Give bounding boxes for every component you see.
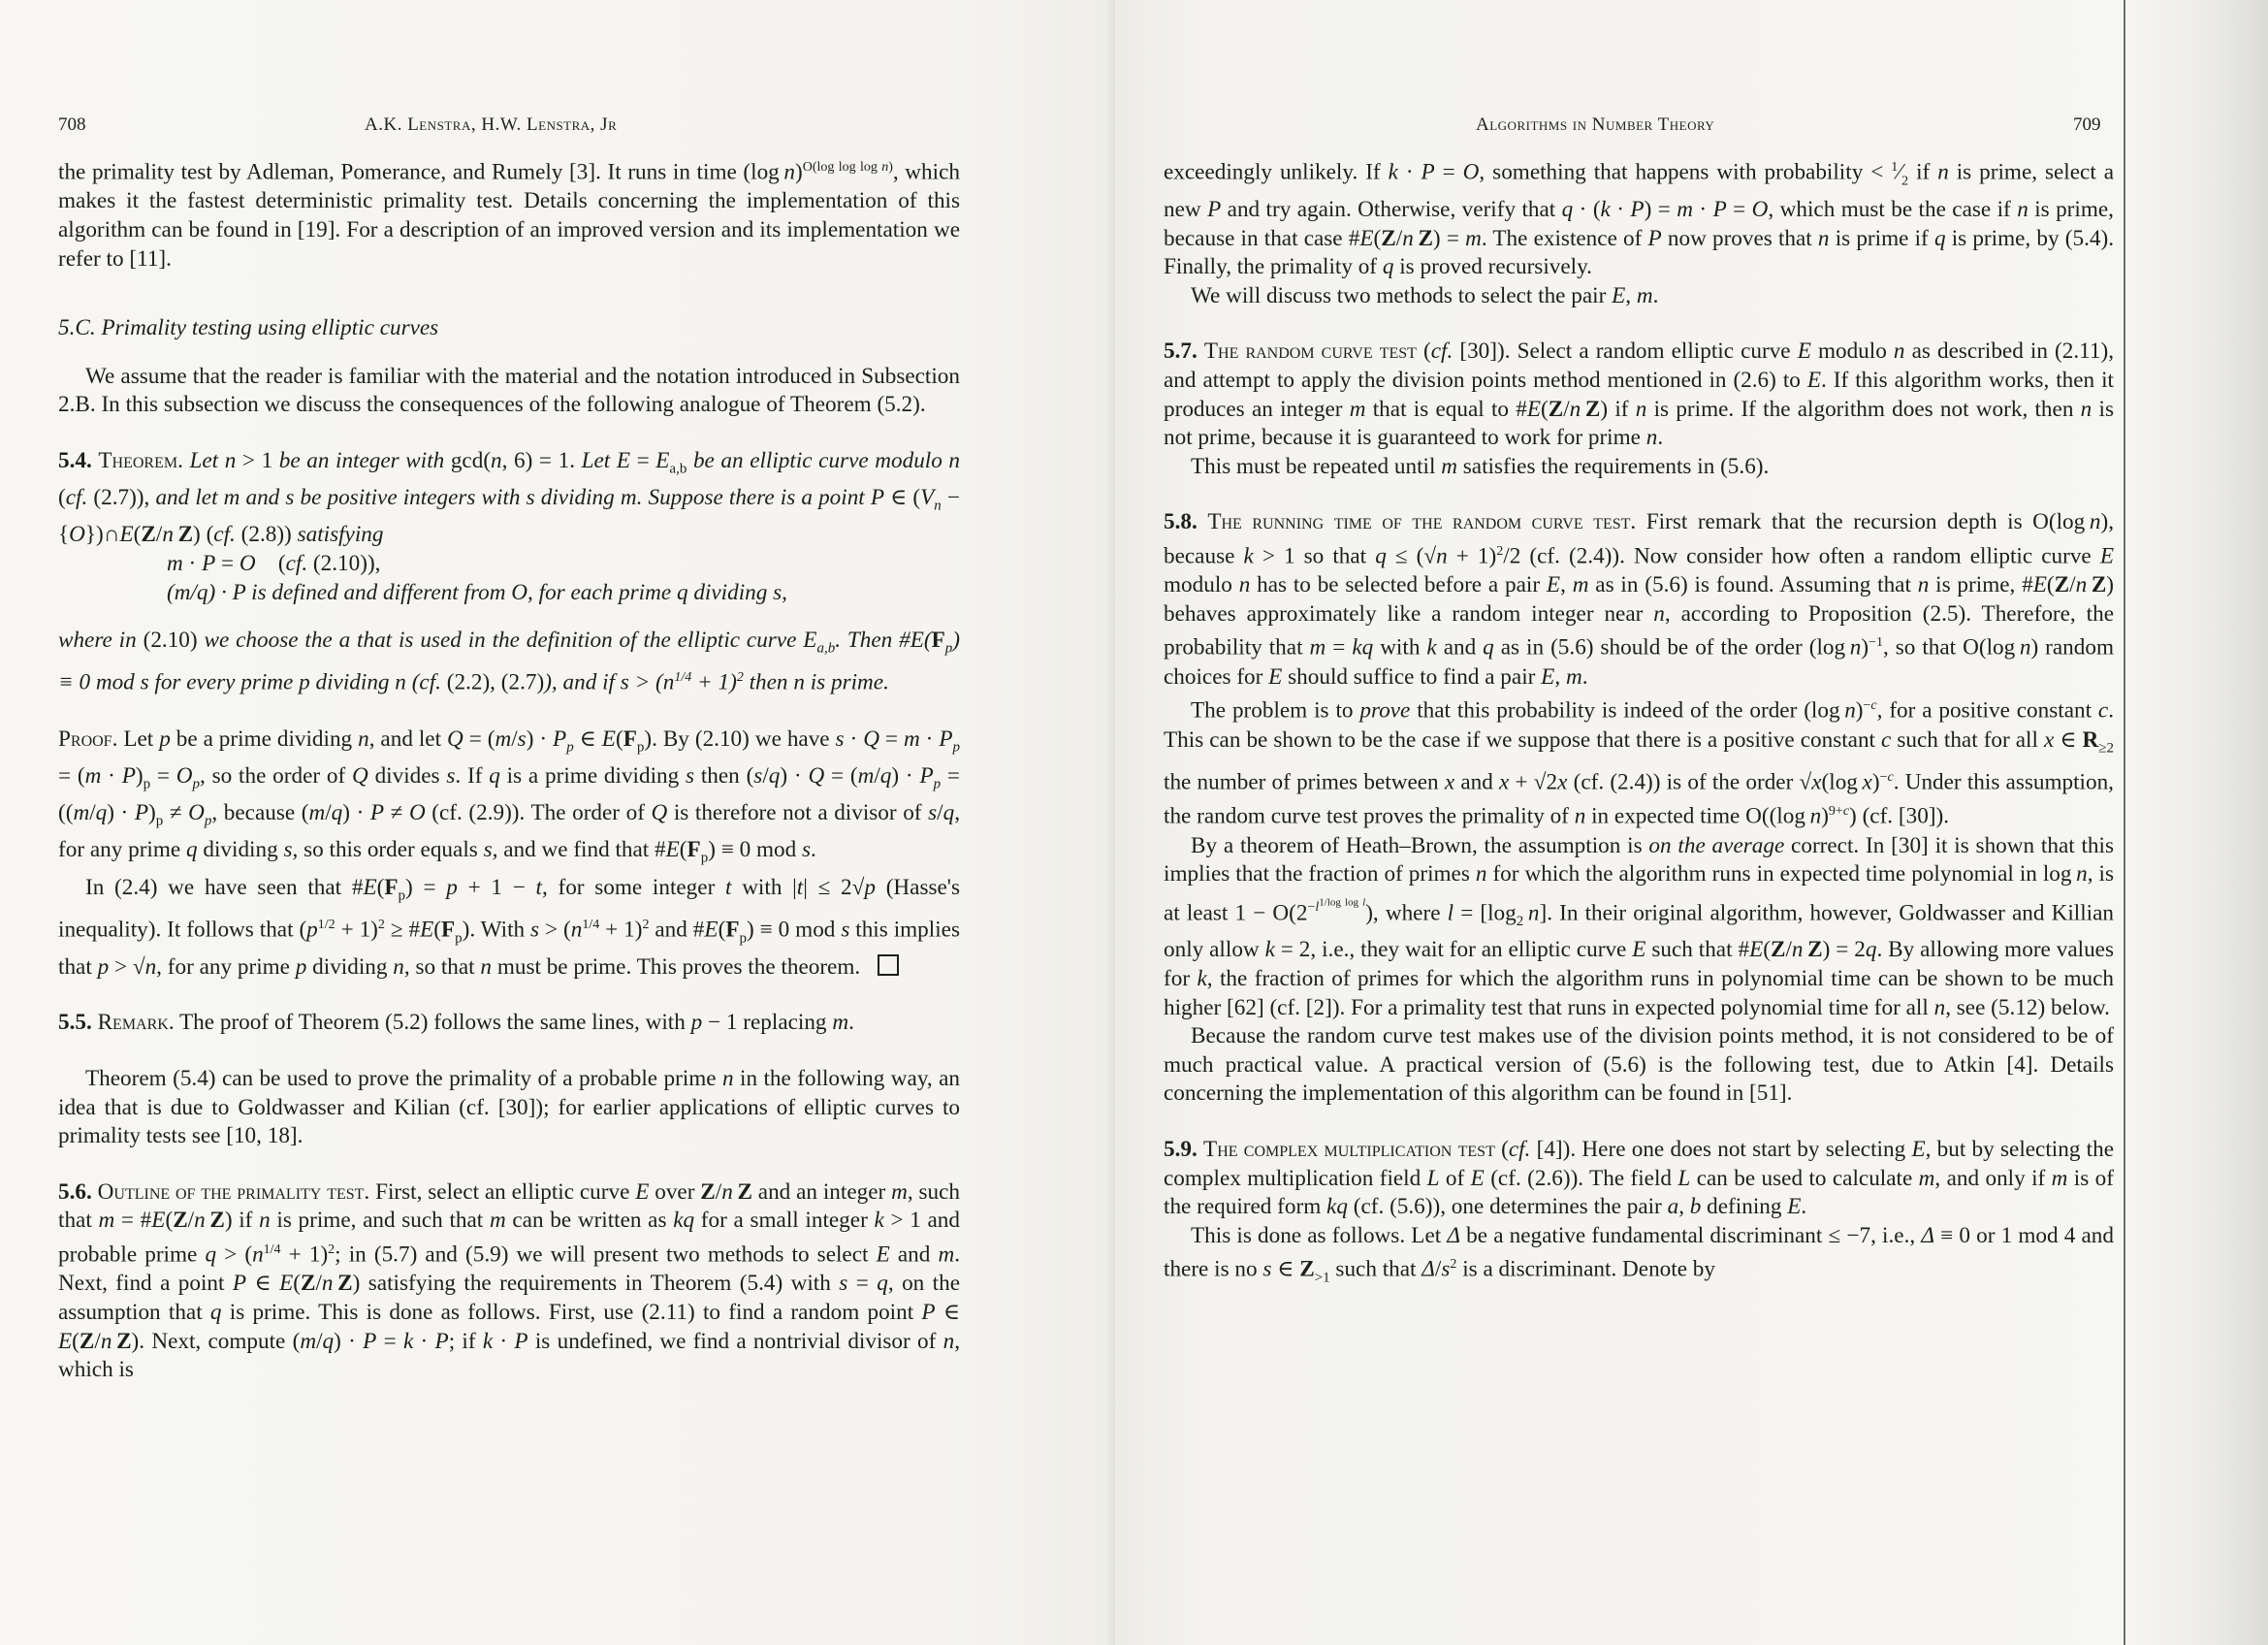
book-edge-line xyxy=(2124,0,2125,1645)
paragraph: Because the random curve test makes use of the division points method, it is not considered to be of much practical value. A practical version of (5.6) is the following test, due to Atkin [4]. Details concerning the implementation of this algorithm can be found in [51]. xyxy=(1164,1023,2114,1107)
right-page xyxy=(1115,0,2268,1645)
paragraph: the primality test by Adleman, Pomerance, and Rumely [3]. It runs in time (log n)$^{O(log log log n)}$, which makes it the fastest deterministic primality test. Details concerning the implementation of this algorithm can be found in [19]. For a description of an improved version and its implementation we refer to [11]. xyxy=(58,159,960,272)
display-equation: m · P = O (cf. (2.10)), xyxy=(167,550,381,576)
paragraph: exceedingly unlikely. If k · P = O, something that happens with probability < $^1⁄_2$ if n is prime, select a new P and try again. Otherwise, verify that q · (k · P) = m · P = O, which must be the case if n is prime, because in that case #E(Z/n Z) = m. The existence of P now proves that n is prime if q is prime, by (5.4). Finally, the primality of q is proved recursively. xyxy=(1164,159,2115,280)
section-5-8: 5.8. The running time of the random curve test. First remark that the recursion depth is O(log n), because k > 1 so that $q \le (√n + 1)^2/2$ (cf. (2.4)). Now consider how often a random elliptic curve E modulo n has to be selected before a pair E, m as in (5.6) is found. Assuming that n is prime, #E(Z/n Z) behaves approximately like a random integer near n, according to Proposition (2.5). Therefore, the probability that m = kq with k and q as in (5.6) should be of the order (log n)$^{-1}$, so that O(log n) random choices for E should suffice to find a pair E, m. xyxy=(1164,509,2115,690)
qed-box-icon xyxy=(878,954,899,976)
paragraph: where in (2.10) we choose the a that is used in the definition of the elliptic curve $E_{a,b}$. Then $\#E(F_p) \equiv 0$ mod s for every prime p dividing n (cf. (2.2), (2.7)), and if $s > (n^{1/4} + 1)^2$ then n is prime. xyxy=(58,628,961,696)
paragraph: In (2.4) we have seen that $\#E(F_p) = p + 1 - t$, for some integer t with |t| ≤ 2√p (Hasse's inequality). It follows that $(p^{1/2} + 1)^2$ ≥ $\#E(F_p)$. With $s > (n^{1/4} + 1)^2$ and $\#E(F_p) \equiv 0$ mod s this implies that p > √n, for any prime p dividing n, so that n must be prime. This proves the theorem. xyxy=(58,874,960,980)
theorem-5-4: 5.4. Theorem. Let n > 1 be an integer with gcd(n, 6) = 1. Let $E = E_{a,b}$ be an elliptic curve modulo n (cf. (2.7)), and let m and s be positive integers with s dividing m. Suppose there is a point P ∈ ($V_n$ − {O})∩E(Z/n Z) (cf. (2.8)) satisfying xyxy=(58,447,961,548)
running-head: Algorithms in Number Theory xyxy=(1476,114,1715,135)
running-head: A.K. Lenstra, H.W. Lenstra, Jr xyxy=(365,114,618,135)
book-edge xyxy=(2124,0,2268,1645)
section-heading: 5.C. Primality testing using elliptic curves xyxy=(58,315,439,341)
outline-5-6: 5.6. Outline of the primality test. First, select an elliptic curve E over Z/n Z and an integer m, such that m = #E(Z/n Z) if n is prime, and such that m can be written as kq for a small integer k > 1 and probable prime $q > (n^{1/4} + 1)^2$; in (5.7) and (5.9) we will present two methods to select E and m. Next, find a point P ∈ E(Z/n Z) satisfying the requirements in Theorem (5.4) with s = q, on the assumption that q is prime. This is done as follows. First, use (2.11) to find a random point P ∈ E(Z/n Z). Next, compute (m/q) · P = k · P; if k · P is undefined, we find a nontrivial divisor of n, which is xyxy=(58,1178,961,1383)
paragraph: This must be repeated until m satisfies the requirements in (5.6). xyxy=(1191,453,1770,479)
section-5-7: 5.7. The random curve test (cf. [30]). Select a random elliptic curve E modulo n as described in (2.11), and attempt to apply the division points method mentioned in (2.6) to E. If this algorithm works, then it produces an integer m that is equal to #E(Z/n Z) if n is prime. If the algorithm does not work, then n is not prime, because it is guaranteed to work for prime n. xyxy=(1164,339,2114,451)
left-text-column xyxy=(58,153,960,1385)
paragraph: We will discuss two methods to select the pair E, m. xyxy=(1191,282,1659,308)
page-number: 709 xyxy=(2073,114,2101,135)
page-number: 708 xyxy=(58,114,86,135)
paragraph: By a theorem of Heath–Brown, the assumption is on the average correct. In [30] it is shown that this implies that the fraction of primes n for which the algorithm runs in expected time polynomial in log n, is at least $1 - O(2^{-l^{1/log log l}})$, where $l = [\log_2$ n]. In their original algorithm, however, Goldwasser and Killian only allow k = 2, i.e., they wait for an elliptic curve E such that #E(Z/n Z) = 2q. By allowing more values for k, the fraction of primes for which the algorithm runs in polynomial time can be shown to be much higher [62] (cf. [2]). For a primality test that runs in expected polynomial time for all n, see (5.12) below. xyxy=(1164,832,2114,1020)
right-text-column xyxy=(1164,153,2114,1293)
paragraph: This is done as follows. Let Δ be a negative fundamental discriminant ≤ −7, i.e., Δ ≡ 0 or 1 mod 4 and there is no s ∈ $Z_{>1}$ such that $\Delta/s^2$ is a discriminant. Denote by xyxy=(1164,1222,2114,1286)
paragraph: We assume that the reader is familiar with the material and the notation introduced in Subsection 2.B. In this subsection we discuss the consequences of the following analogue of Theorem (5.2). xyxy=(58,363,960,418)
proof: Proof. Let p be a prime dividing n, and let $Q = (m/s) \cdot P_p$ ∈ $E(F_p)$. By (2.10) we have $s \cdot Q = m \cdot P_p = (m \cdot P)_p = O_p$, so the order of Q divides s. If q is a prime dividing s then $(s/q) \cdot Q = (m/q) \cdot P_p = ((m/q) \cdot P)_p \ne O_p$, because (m/q) · P ≠ O (cf. (2.9)). The order of Q is therefore not a divisor of s/q, for any prime q dividing s, so this order equals s, and we find that $\#E(F_p) \equiv 0$ mod s. xyxy=(58,726,961,867)
left-page xyxy=(0,0,1115,1645)
display-equation: (m/q) · P is defined and different from O, for each prime q dividing s, xyxy=(167,579,787,605)
paragraph: Theorem (5.4) can be used to prove the primality of a probable prime n in the following way, an idea that is due to Goldwasser and Kilian (cf. [30]); for earlier applications of elliptic curves to primality tests see [10, 18]. xyxy=(58,1066,961,1149)
section-5-9: 5.9. The complex multiplication test (cf. [4]). Here one does not start by selecting E, but by selecting the complex multiplication field L of E (cf. (2.6)). The field L can be used to calculate m, and only if m is of the required form kq (cf. (5.6)), one determines the pair a, b defining E. xyxy=(1164,1136,2114,1220)
remark-5-5: 5.5. Remark. The proof of Theorem (5.2) follows the same lines, with p − 1 replacing m. xyxy=(58,1010,854,1036)
paragraph: The problem is to prove that this probability is indeed of the order (log n)$^{-c}$, for a positive constant c. This can be shown to be the case if we suppose that there is a positive constant c such that for all x ∈ $R_{\ge 2}$ the number of primes between x and x + √2x (cf. (2.4)) is of the order √x(log x)$^{-c}$. Under this assumption, the random curve test proves the primality of n in expected time O((log n)$^{9+c}$) (cf. [30]). xyxy=(1164,698,2115,829)
